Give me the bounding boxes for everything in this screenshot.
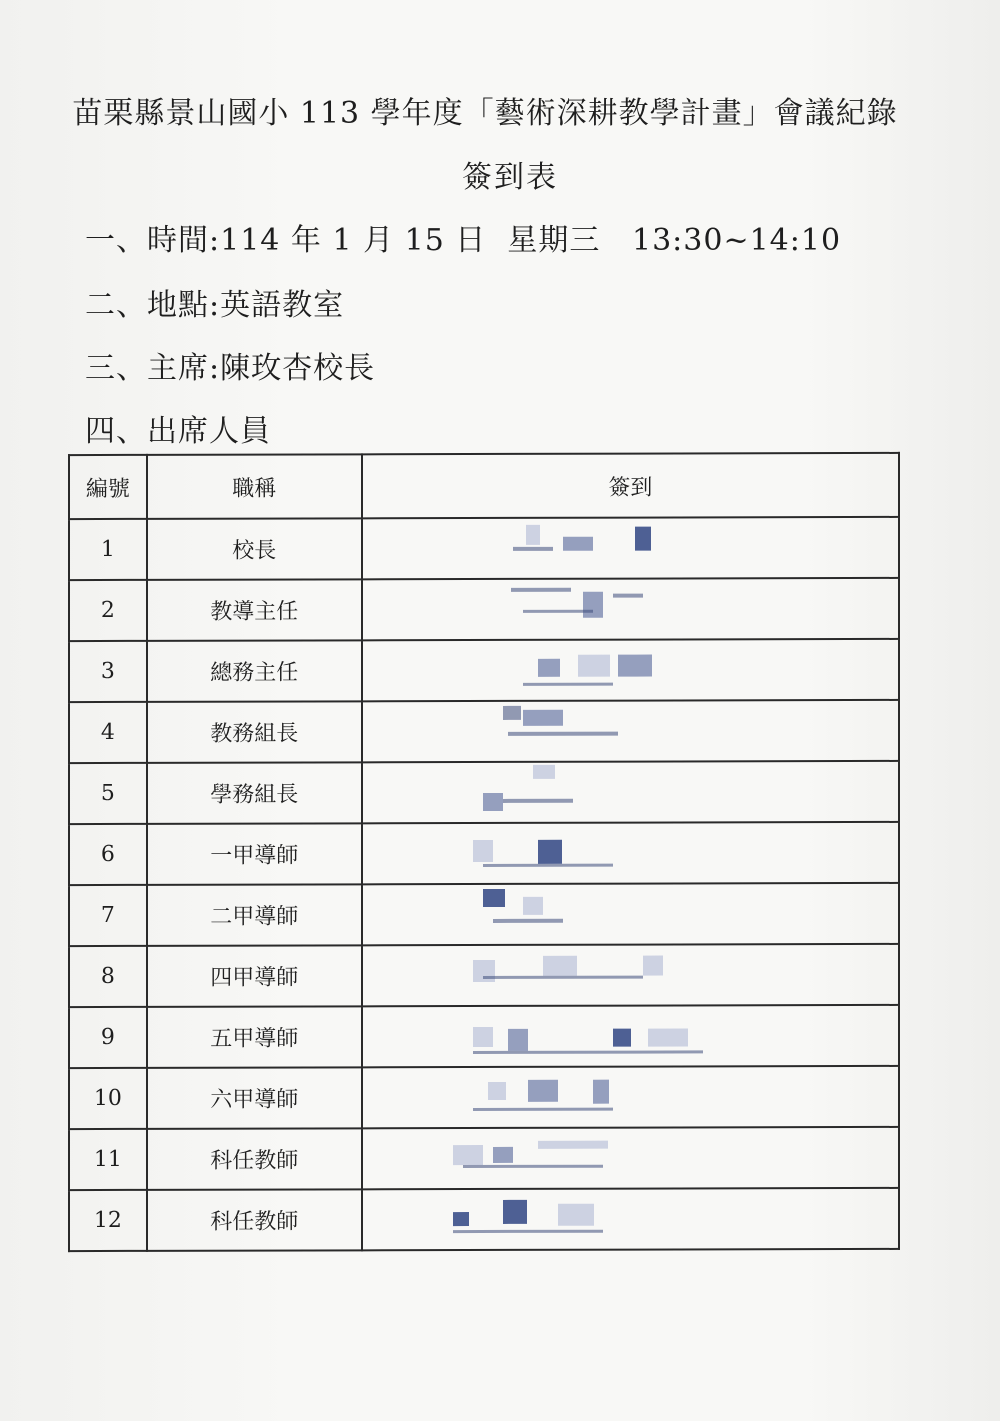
column-header-signature: 簽到 <box>362 453 899 518</box>
meeting-place <box>85 280 344 324</box>
signature-blur-block <box>473 1050 703 1054</box>
row-signature-cell <box>362 883 899 945</box>
signature-blur-block <box>503 1200 527 1224</box>
signature-blur-block <box>493 1147 513 1163</box>
table-row <box>69 1005 899 1068</box>
signature-blur-block <box>523 683 613 686</box>
table-row <box>69 517 899 580</box>
signature-blur-block <box>483 889 505 907</box>
row-job-title: 教導主任 <box>147 579 362 641</box>
signature-blur-block <box>513 547 553 551</box>
redacted-signature <box>363 518 898 578</box>
document-title: 苗栗縣景山國小 113 學年度「藝術深耕教學計畫」會議紀錄 <box>72 96 898 131</box>
row-number: 9 <box>69 1007 147 1068</box>
document-subtitle: 簽到表 <box>462 160 558 195</box>
signature-blur-block <box>483 864 613 867</box>
signature-blur-block <box>543 956 577 976</box>
row-number: 6 <box>69 824 147 885</box>
table-row <box>69 700 899 763</box>
meeting-time-value: 114 年 1 月 15 日 星期三 13:30~14:10 <box>220 223 842 258</box>
row-signature-cell <box>362 578 899 640</box>
row-signature-cell <box>362 761 899 823</box>
meeting-chair <box>85 343 375 387</box>
row-job-title: 科任教師 <box>147 1128 362 1190</box>
row-number: 5 <box>69 763 147 824</box>
signature-blur-block <box>643 956 663 976</box>
redacted-signature <box>363 762 898 822</box>
row-signature-cell <box>362 1066 899 1128</box>
signature-blur-block <box>538 1141 608 1149</box>
signature-blur-block <box>508 1029 528 1051</box>
signature-blur-block <box>578 655 610 677</box>
table-row <box>69 761 899 824</box>
signature-blur-block <box>493 919 563 923</box>
signature-blur-block <box>618 655 652 677</box>
signature-blur-block <box>613 594 643 598</box>
table-row <box>69 944 899 1007</box>
signature-blur-block <box>473 1027 493 1047</box>
table-row <box>69 1127 899 1190</box>
signature-blur-block <box>593 1080 609 1104</box>
column-header-number: 編號 <box>69 455 147 519</box>
row-number: 1 <box>69 519 147 580</box>
signature-blur-block <box>538 840 562 864</box>
signature-blur-block <box>563 537 593 551</box>
signature-blur-block <box>648 1028 688 1046</box>
table-row <box>69 578 899 641</box>
table-row <box>69 1188 899 1251</box>
signature-blur-block <box>473 1108 613 1111</box>
signature-blur-block <box>635 527 651 551</box>
redacted-signature <box>363 945 898 1005</box>
row-number: 8 <box>69 946 147 1007</box>
row-number: 2 <box>69 580 147 641</box>
row-signature-cell <box>362 1188 899 1250</box>
row-signature-cell <box>362 517 899 579</box>
row-job-title: 總務主任 <box>147 640 362 702</box>
redacted-signature <box>363 701 898 761</box>
meeting-place-label: 二、地點: <box>85 288 221 323</box>
signature-blur-block <box>453 1230 603 1233</box>
row-number: 10 <box>69 1068 147 1129</box>
attendees-heading: 四、出席人員 <box>85 414 271 449</box>
signature-blur-block <box>511 588 571 592</box>
signature-blur-block <box>503 799 573 803</box>
signature-blur-block <box>483 976 643 979</box>
signature-blur-block <box>523 897 543 915</box>
meeting-place-value: 英語教室 <box>220 288 345 323</box>
row-number: 4 <box>69 702 147 763</box>
row-job-title: 校長 <box>147 518 362 580</box>
table-row <box>69 639 899 702</box>
signature-blur-block <box>488 1082 506 1100</box>
redacted-signature <box>363 640 898 700</box>
signature-blur-block <box>483 793 503 811</box>
redacted-signature <box>363 1189 898 1249</box>
redacted-signature <box>363 1067 898 1127</box>
row-job-title: 二甲導師 <box>147 884 362 946</box>
row-job-title: 四甲導師 <box>147 945 362 1007</box>
sign-in-table <box>68 452 900 1252</box>
meeting-chair-value: 陳玫杏校長 <box>220 351 376 386</box>
row-signature-cell <box>362 639 899 701</box>
row-signature-cell <box>362 1127 899 1189</box>
signature-blur-block <box>463 1165 603 1168</box>
column-header-title: 職稱 <box>147 454 362 519</box>
redacted-signature <box>363 1128 898 1188</box>
meeting-time <box>85 215 841 259</box>
signature-blur-block <box>508 732 618 736</box>
row-signature-cell <box>362 822 899 884</box>
signature-blur-block <box>523 710 563 726</box>
redacted-signature <box>363 884 898 944</box>
meeting-time-label: 一、時間: <box>85 223 221 258</box>
signature-blur-block <box>538 659 560 677</box>
signature-blur-block <box>558 1204 594 1226</box>
row-job-title: 一甲導師 <box>147 823 362 885</box>
row-job-title: 科任教師 <box>147 1189 362 1251</box>
signature-blur-block <box>453 1145 483 1165</box>
row-number: 11 <box>69 1129 147 1190</box>
row-job-title: 六甲導師 <box>147 1067 362 1129</box>
row-job-title: 學務組長 <box>147 762 362 824</box>
table-header-row <box>69 453 899 519</box>
redacted-signature <box>363 579 898 639</box>
signature-blur-block <box>523 610 593 613</box>
meeting-chair-label: 三、主席: <box>85 351 221 386</box>
signature-blur-block <box>473 840 493 862</box>
table-row <box>69 883 899 946</box>
row-signature-cell <box>362 700 899 762</box>
redacted-signature <box>363 823 898 883</box>
row-number: 12 <box>69 1190 147 1251</box>
signature-blur-block <box>613 1029 631 1047</box>
row-number: 3 <box>69 641 147 702</box>
row-signature-cell <box>362 944 899 1006</box>
signature-blur-block <box>526 525 540 545</box>
table-row <box>69 1066 899 1129</box>
signature-blur-block <box>528 1080 558 1102</box>
signature-blur-block <box>533 765 555 779</box>
row-signature-cell <box>362 1005 899 1067</box>
signature-blur-block <box>503 706 521 720</box>
signature-blur-block <box>453 1212 469 1226</box>
row-number: 7 <box>69 885 147 946</box>
signature-blur-block <box>583 592 603 618</box>
row-job-title: 教務組長 <box>147 701 362 763</box>
redacted-signature <box>363 1006 898 1066</box>
table-row <box>69 822 899 885</box>
row-job-title: 五甲導師 <box>147 1006 362 1068</box>
